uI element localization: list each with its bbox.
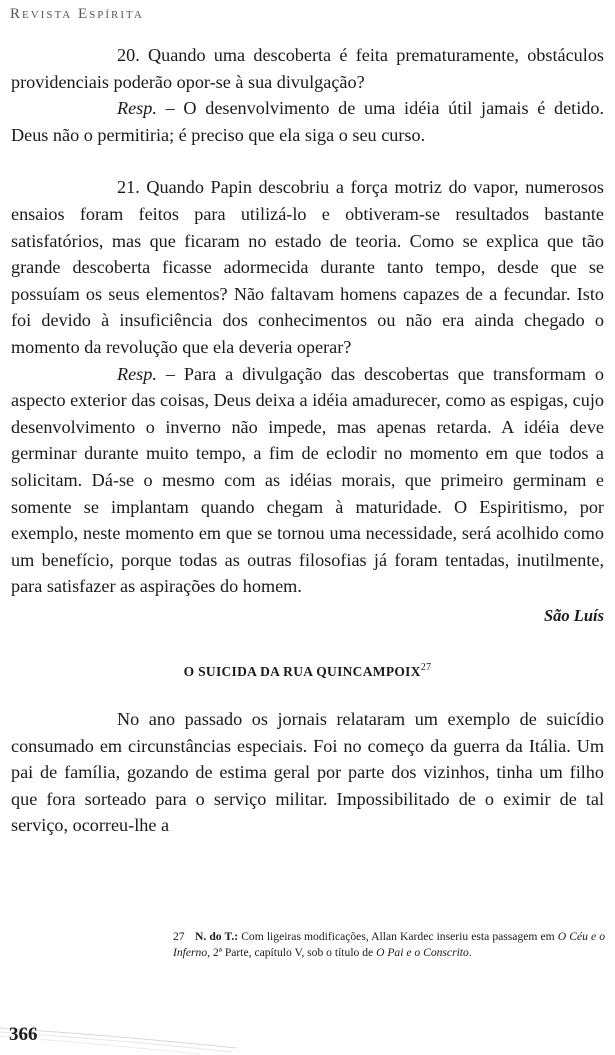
answer-21-label: Resp.	[117, 363, 157, 384]
question-20-text: 20. Quando uma descoberta é feita prematuramente, obstáculos providenciais poderão opor-se à sua divulgação?	[11, 45, 604, 92]
footnote-work-2: O Pai e o Conscrito	[376, 946, 469, 959]
question-21	[11, 174, 604, 360]
footnote	[173, 929, 605, 961]
running-header: Revista Espírita	[10, 6, 144, 22]
question-21-text: 21. Quando Papin descobriu a força motriz do vapor, numerosos ensaios foram feitos para utilizá-lo e obtiveram-se resultados bastante satisfatórios, mas que ficaram no estado de teoria. Como se explica que tão grande descoberta ficasse adormecida durante tanto tempo, desde que se possuíam os seus elementos? Não faltavam homens capazes de a fecundar. Isto foi devido à insuficiência dos conhecimentos ou não era ainda chegado o momento da revolução que ela deveria operar?	[11, 177, 604, 357]
page-body	[11, 42, 604, 839]
section-title-text: O SUICIDA DA RUA QUINCAMPOIX	[183, 664, 421, 680]
section-paragraph-text: No ano passado os jornais relataram um exemplo de suicídio consumado em circunstâncias especiais. Foi no começo da guerra da Itália. Um pai de família, gozando de estima geral por parte dos vizinhos, tinha um filho que fora sorteado para o serviço militar. Impossibilitado de o eximir de tal serviço, ocorreu-lhe a	[11, 709, 604, 836]
page-number: 366	[9, 1024, 38, 1045]
footnote-text-1: Com ligeiras modificações, Allan Kardec inseriu esta passagem em	[238, 930, 558, 943]
section-title	[11, 655, 604, 686]
section-paragraph	[11, 706, 604, 839]
answer-20-label: Resp.	[117, 98, 157, 119]
footnote-label: N. do T.:	[195, 930, 239, 943]
footnote-work-1: O Céu e o Inferno	[173, 930, 605, 959]
footnote-text-3: .	[468, 946, 472, 959]
footnote-reference: 27	[420, 662, 432, 674]
answer-20-text: – O desenvolvimento de uma idéia útil jamais é detido. Deus não o permitiria; é preciso que ela siga o seu curso.	[11, 98, 604, 145]
answer-21-text: – Para a divulgação das descobertas que transformam o aspecto exterior das coisas, Deus deixa a idéia amadurecer, como as espigas, cujo desenvolvimento o inverno não impede, mas apenas retarda. A idéia deve germinar durante muito tempo, a fim de eclodir no momento em que todos a solicitam. Dá-se o mesmo com as idéias morais, que primeiro germinam e somente se implantam quando chegam à maturidade. O Espiritismo, por exemplo, neste momento em que se tornou uma necessidade, será acolhido como um benefício, porque todas as outras filosofias já foram tentadas, inutilmente, para satisfazer as aspirações do homem.	[11, 363, 604, 597]
footnote-text-2: , 2ª Parte, capítulo V, sob o título de	[207, 946, 377, 959]
answer-20	[11, 95, 604, 148]
question-20	[11, 42, 604, 95]
answer-21	[11, 361, 604, 600]
footnote-number: 27	[173, 930, 185, 943]
signature: São Luís	[543, 605, 604, 625]
